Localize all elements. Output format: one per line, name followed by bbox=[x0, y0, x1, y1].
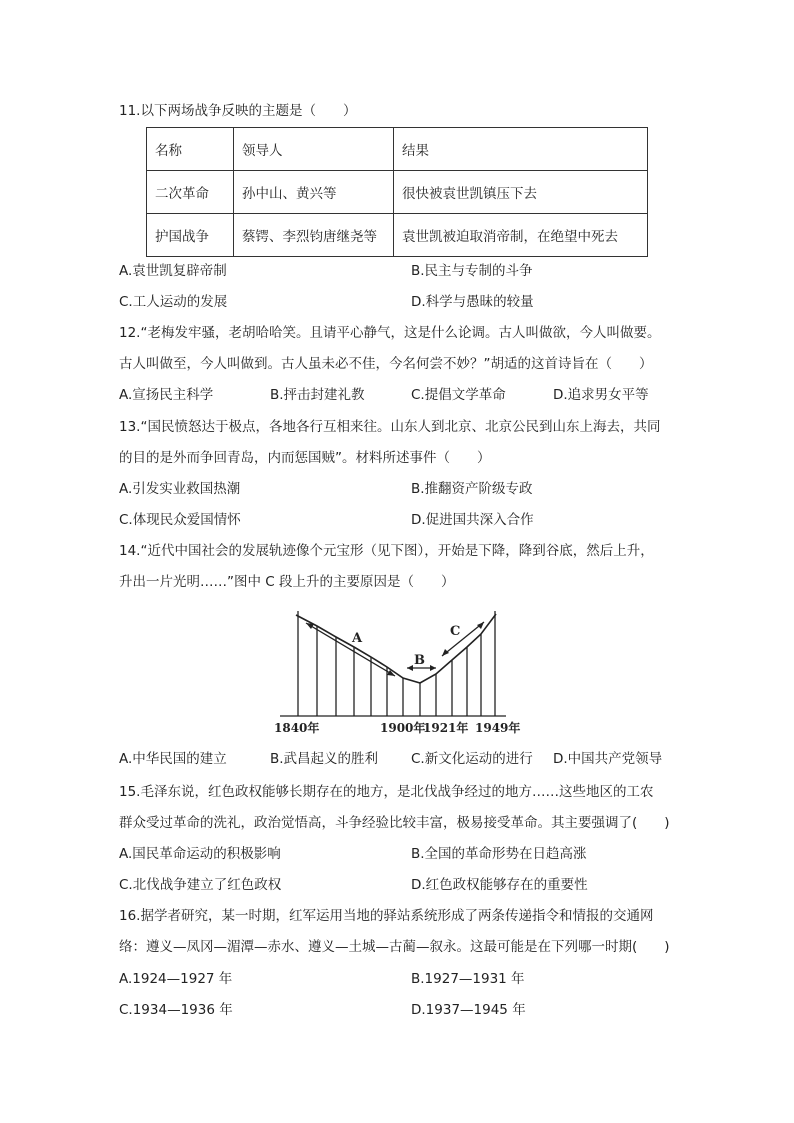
table-cell: 蔡锷、李烈钧唐继尧等 bbox=[234, 214, 394, 257]
q12-option-a[interactable]: A.宣扬民主科学 bbox=[119, 387, 214, 403]
q12-option-b[interactable]: B.抨击封建礼教 bbox=[270, 387, 365, 403]
q11-option-c[interactable]: C.工人运动的发展 bbox=[119, 294, 228, 310]
q14-stem-line1: 14.“近代中国社会的发展轨迹像个元宝形（见下图），开始是下降，降到谷底，然后上升， bbox=[119, 543, 654, 559]
q12-option-c[interactable]: C.提倡文学革命 bbox=[411, 387, 506, 403]
q16-option-d[interactable]: D.1937—1945 年 bbox=[411, 1002, 526, 1018]
q15-stem-line1: 15.毛泽东说，红色政权能够长期存在的地方，是北伐战争经过的地方……这些地区的工农 bbox=[119, 784, 654, 800]
q13-option-a[interactable]: A.引发实业救国热潮 bbox=[119, 481, 241, 497]
q13-option-d[interactable]: D.促进国共深入合作 bbox=[411, 512, 534, 528]
arrow-a bbox=[306, 623, 395, 676]
q13-option-b[interactable]: B.推翻资产阶级专政 bbox=[411, 481, 533, 497]
q11-option-a[interactable]: A.袁世凯复辟帝制 bbox=[119, 263, 227, 279]
arrowhead bbox=[477, 622, 484, 629]
segment-label-a: A bbox=[352, 631, 363, 646]
q11-stem: 11.以下两场战争反映的主题是（ ） bbox=[119, 103, 357, 119]
segment-label-b: B bbox=[414, 653, 425, 668]
year-label-1921: 1921年 bbox=[423, 721, 469, 735]
q12-stem-line2: 古人叫做至，今人叫做到。古人虽未必不佳，今名何尝不妙？”胡适的这首诗旨在（ ） bbox=[119, 356, 653, 372]
q16-option-a[interactable]: A.1924—1927 年 bbox=[119, 971, 233, 987]
q16-option-b[interactable]: B.1927—1931 年 bbox=[411, 971, 525, 987]
q13-stem-line1: 13.“国民愤怒达于极点，各地各行互相来往。山东人到北京、北京公民到山东上海去，共同 bbox=[119, 419, 661, 435]
segment-label-c: C bbox=[450, 624, 461, 639]
q16-option-c[interactable]: C.1934—1936 年 bbox=[119, 1002, 233, 1018]
arrowhead bbox=[442, 649, 449, 656]
q15-option-d[interactable]: D.红色政权能够存在的重要性 bbox=[411, 877, 588, 893]
figure-curve bbox=[296, 614, 496, 683]
table-header-row bbox=[147, 128, 648, 171]
year-label-1949: 1949年 bbox=[475, 721, 521, 735]
arrowhead bbox=[430, 665, 436, 671]
q14-option-a[interactable]: A.中华民国的建立 bbox=[119, 751, 227, 767]
table-cell: 孙中山、黄兴等 bbox=[234, 171, 394, 214]
q12-stem-line1: 12.“老梅发牢骚，老胡哈哈笑。且请平心静气，这是什么论调。古人叫做欲，今人叫做要。 bbox=[119, 325, 661, 341]
q13-stem-line2: 的目的是外而争回青岛，内而惩国贼”。材料所述事件（ ） bbox=[119, 450, 491, 466]
q16-stem-line1: 16.据学者研究，某一时期，红军运用当地的驿站系统形成了两条传递指令和情报的交通网 bbox=[119, 908, 654, 924]
table-row bbox=[147, 171, 648, 214]
q12-option-d[interactable]: D.追求男女平等 bbox=[553, 387, 649, 403]
q15-option-c[interactable]: C.北伐战争建立了红色政权 bbox=[119, 877, 282, 893]
q15-option-a[interactable]: A.国民革命运动的积极影响 bbox=[119, 846, 281, 862]
table-cell: 护国战争 bbox=[147, 214, 234, 257]
q11-option-b[interactable]: B.民主与专制的斗争 bbox=[411, 263, 533, 279]
q16-stem-line2: 络：遵义—凤冈—湄潭—赤水、遵义—土城—古蔺—叙永。这最可能是在下列哪一时期( ) bbox=[119, 939, 670, 955]
table-cell: 二次革命 bbox=[147, 171, 234, 214]
q11-table bbox=[146, 127, 648, 257]
table-header-cell: 领导人 bbox=[234, 128, 394, 171]
q15-stem-line2: 群众受过革命的洗礼，政治觉悟高，斗争经验比较丰富，极易接受革命。其主要强调了( ) bbox=[119, 815, 670, 831]
q15-option-b[interactable]: B.全国的革命形势在日趋高涨 bbox=[411, 846, 587, 862]
q14-stem-line2: 升出一片光明……”图中 C 段上升的主要原因是（ ） bbox=[119, 574, 455, 590]
q13-option-c[interactable]: C.体现民众爱国情怀 bbox=[119, 512, 241, 528]
year-label-1900: 1900年 bbox=[380, 721, 426, 735]
year-label-1840: 1840年 bbox=[274, 721, 320, 735]
q14-option-d[interactable]: D.中国共产党领导 bbox=[553, 751, 663, 767]
ingot-trend-figure bbox=[270, 602, 530, 740]
table-header-cell: 结果 bbox=[394, 128, 648, 171]
table-header-cell: 名称 bbox=[147, 128, 234, 171]
q14-option-b[interactable]: B.武昌起义的胜利 bbox=[270, 751, 379, 767]
arrowhead bbox=[306, 623, 314, 629]
q11-option-d[interactable]: D.科学与愚昧的较量 bbox=[411, 294, 534, 310]
arrowhead bbox=[407, 665, 413, 671]
table-cell: 袁世凯被迫取消帝制，在绝望中死去 bbox=[394, 214, 648, 257]
table-cell: 很快被袁世凯镇压下去 bbox=[394, 171, 648, 214]
q14-option-c[interactable]: C.新文化运动的进行 bbox=[411, 751, 533, 767]
table-row bbox=[147, 214, 648, 257]
